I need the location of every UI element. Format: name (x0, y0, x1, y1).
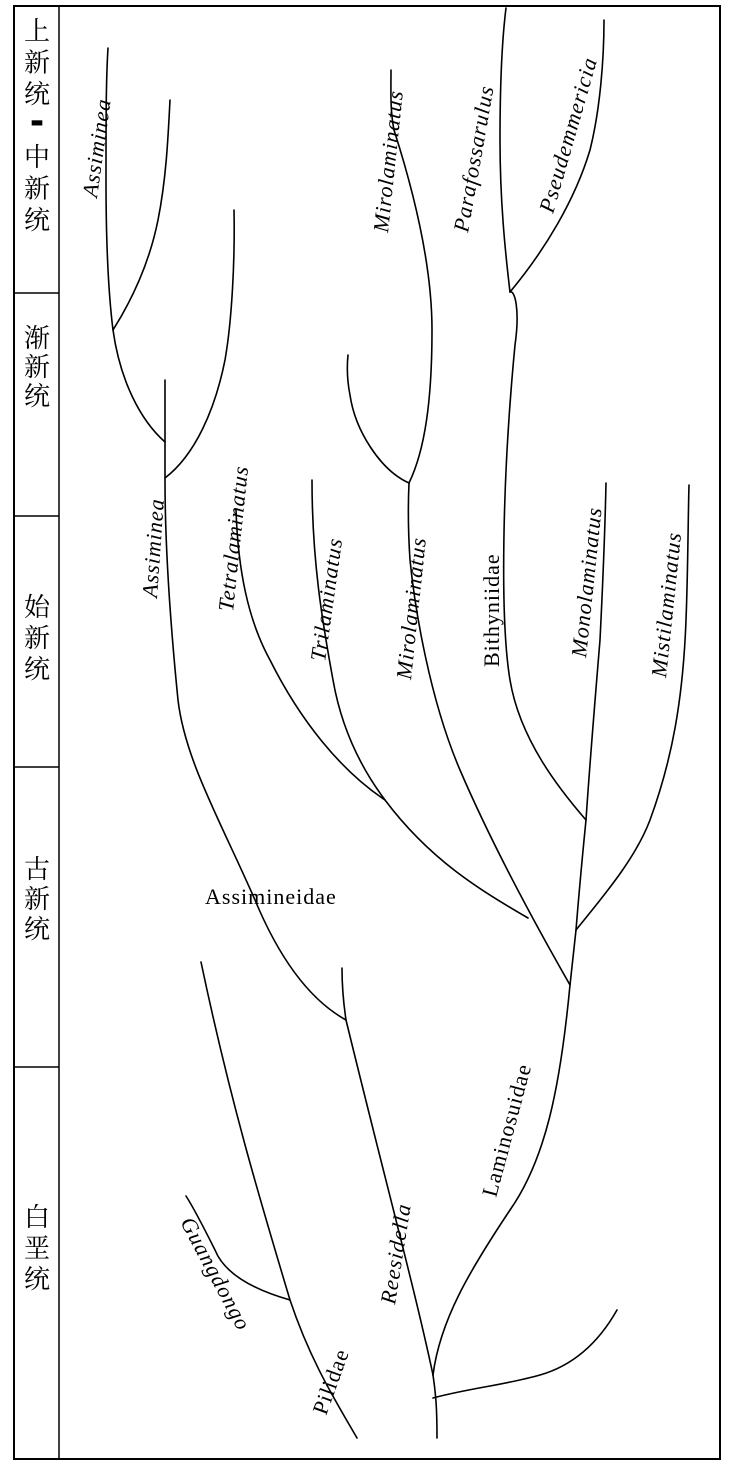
taxon-label-tetralaminatus: Tetralaminatus (213, 464, 254, 613)
taxon-label-bithyniidae: Bithyniidae (479, 553, 504, 667)
branch-assimineidae (165, 380, 346, 1020)
taxon-label-mistilaminatus: Mistilaminatus (646, 530, 687, 679)
diagram-frame (14, 6, 720, 1459)
taxon-label-reesidella: Reesidella (375, 1201, 416, 1306)
epoch-label-cretaceous: 白垩统 (23, 1203, 51, 1295)
epoch-label-pliocene-miocene: 上新统▬中新统 (23, 17, 51, 236)
branch-assiminea-upper-right (165, 210, 234, 478)
branch-tetra-tri-stem (385, 800, 528, 918)
branch-mirolaminatus-side (347, 355, 409, 483)
taxon-label-assiminea-upper: Assiminea (77, 96, 116, 199)
branch-root-right (433, 1310, 617, 1398)
taxon-label-assimineidae: Assimineidae (205, 884, 337, 909)
epoch-label-paleocene: 古新统 (23, 855, 51, 945)
taxon-label-trilaminatus: Trilaminatus (305, 535, 348, 663)
taxon-label-guangdongo: Guangdongo (175, 1212, 257, 1335)
taxon-label-monolaminatus: Monolaminatus (566, 505, 607, 659)
taxon-label-laminosuidae: Laminosuidae (476, 1060, 537, 1200)
taxon-label-mirolaminatus-lower: Mirolaminatus (391, 535, 431, 681)
taxon-label-assiminea-lower: Assiminea (137, 497, 169, 599)
branch-root (433, 1375, 437, 1438)
branch-parafossarulus (500, 8, 510, 292)
epoch-label-oligocene: 渐新统 (23, 324, 51, 412)
taxon-label-pseudemmericia: Pseudemmericia (533, 54, 603, 216)
branch-reesidella (342, 968, 433, 1375)
taxon-label-mirolaminatus-upper: Mirolaminatus (368, 88, 408, 234)
branch-assiminea-upper-left (106, 48, 165, 442)
epoch-label-eocene: 始新统 (23, 593, 51, 685)
taxon-label-parafossarulus: Parafossarulus (448, 83, 499, 234)
taxon-label-pilidae: Pilidae (307, 1345, 354, 1418)
branch-assiminea-upper-mid (113, 100, 170, 330)
